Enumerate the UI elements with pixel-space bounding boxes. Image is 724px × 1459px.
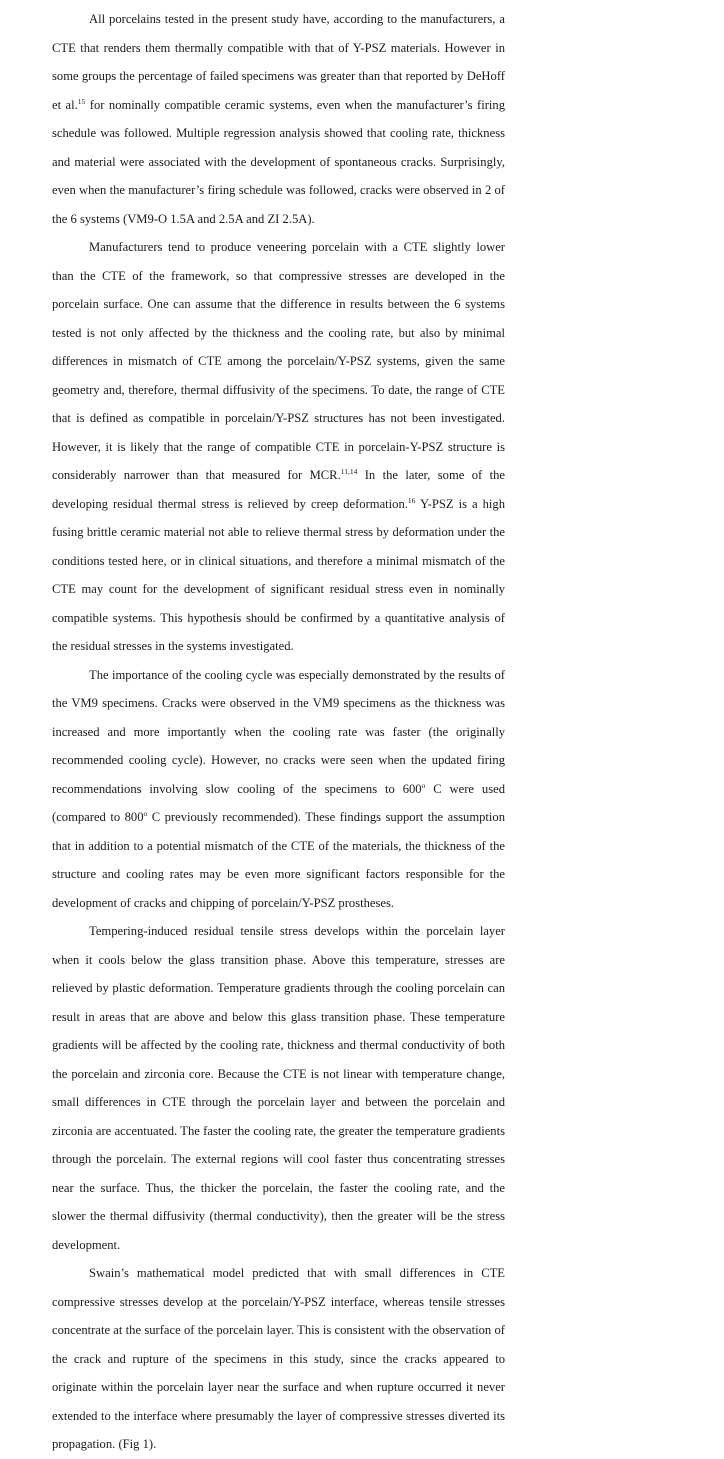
text-run: Swain’s mathematical model predicted that with small differences in CTE compressive stresses develop at the porcelain/Y-PSZ interface, whereas tensile stresses concentrate at the surface of the porcelain layer. This is consistent with the observation of the crack and rupture of the specimens in this study, since the cracks appeared to originate within the porcelain layer near the surface and when rupture occurred it never extended to the interface where presumably the layer of compressive stresses diverted its propagation. (Fig 1). [52, 1266, 505, 1451]
text-run: Y-PSZ is a high fusing brittle ceramic material not able to relieve thermal stress by deformation under the conditions tested here, or in clinical situations, and therefore a minimal mismatch of the CTE may count for the development of significant residual stress even in nominally compatible systems. This hypothesis should be confirmed by a quantitative analysis of the residual stresses in the systems investigated. [52, 496, 505, 653]
text-run: The importance of the cooling cycle was especially demonstrated by the results of the VM9 specimens. Cracks were observed in the VM9 specimens as the thickness was increased and more importantly when the cooling rate was faster (the originally recommended cooling cycle). However, no cracks were seen when the updated firing recommendations involving slow cooling of the specimens to 600 [52, 667, 505, 796]
citation-superscript: 11,14 [340, 467, 358, 476]
citation-superscript: 16 [407, 495, 416, 505]
paragraph-tempering-stress [52, 917, 505, 1259]
document-page [52, 5, 505, 1459]
citation-superscript: 15 [77, 96, 86, 106]
text-run: Manufacturers tend to produce veneering porcelain with a CTE slightly lower than the CTE of the framework, so that compressive stresses are developed in the porcelain surface. One can assume that the difference in results between the 6 systems tested is not only affected by the thickness and the cooling rate, but also by minimal differences in mismatch of CTE among the porcelain/Y-PSZ systems, given the same geometry and, therefore, thermal diffusivity of the specimens. To date, the range of CTE that is defined as compatible in porcelain/Y-PSZ structures has not been investigated. However, it is likely that the range of compatible CTE in porcelain-Y-PSZ structure is considerably narrower than that measured for MCR. [52, 240, 505, 482]
text-run: C were used (compared to 800 [52, 781, 505, 824]
degree-superscript: o [143, 809, 148, 818]
text-run: All porcelains tested in the present study have, according to the manufacturers, a CTE that renders them thermally compatible with that of Y-PSZ materials. However in some groups the percentage of failed specimens was greater than that reported by DeHoff et al. [52, 12, 505, 112]
text-run: Tempering-induced residual tensile stress develops within the porcelain layer when it cools below the glass transition phase. Above this temperature, stresses are relieved by plastic deformation. Temperature gradients through the cooling porcelain can result in areas that are above and below this glass transition phase. These temperature gradients will be affected by the cooling rate, thickness and thermal conductivity of both the porcelain and zirconia core. Because the CTE is not linear with temperature change, small differences in CTE through the porcelain layer and between the porcelain and zirconia are accentuated. The faster the cooling rate, the greater the temperature gradients through the porcelain. The external regions will cool faster thus concentrating stresses near the surface. Thus, the thicker the porcelain, the faster the cooling rate, and the slower the thermal diffusivity (thermal conductivity), then the greater will be the stress development. [52, 924, 505, 1252]
paragraph-cooling-cycle [52, 661, 505, 918]
degree-superscript: o [421, 780, 426, 790]
paragraph-cte-mismatch [52, 233, 505, 661]
text-run: for nominally compatible ceramic systems, even when the manufacturer’s firing schedule was followed. Multiple regression analysis showed that cooling rate, thickness and material were associated with the development of spontaneous cracks. Surprisingly, even when the manufacturer’s firing schedule was followed, cracks were observed in 2 of the 6 systems (VM9-O 1.5A and 2.5A and ZI 2.5A). [52, 97, 505, 226]
paragraph-swain-model [52, 1259, 505, 1459]
text-run: In the later, some of the developing residual thermal stress is relieved by creep deformation. [52, 468, 505, 511]
paragraph-cte-compatibility [52, 5, 505, 233]
text-run: C previously recommended). These findings support the assumption that in addition to a potential mismatch of the CTE of the materials, the thickness of the structure and cooling rates may be even more significant factors responsible for the development of cracks and chipping of porcelain/Y-PSZ prostheses. [52, 810, 506, 910]
